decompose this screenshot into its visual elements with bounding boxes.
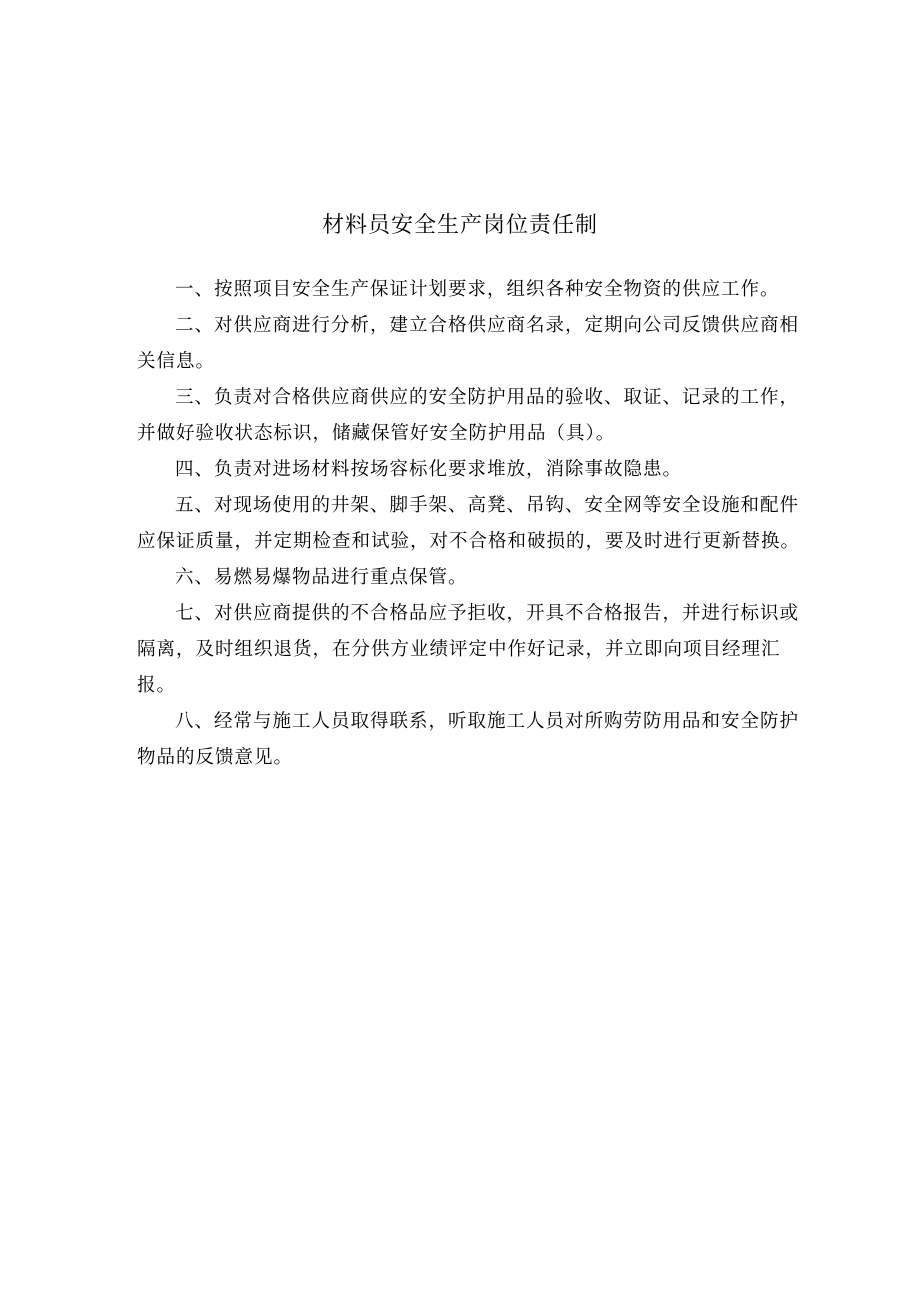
paragraph-1: 一、按照项目安全生产保证计划要求，组织各种安全物资的供应工作。 [175,279,780,300]
paragraph-6: 六、易燃易爆物品进行重点保管。 [175,567,468,588]
paragraph-4: 四、负责对进场材料按场容标化要求堆放，消除事故隐患。 [175,459,683,480]
paragraph-7: 七、对供应商提供的不合格品应予拒收，开具不合格报告，并进行标识或隔离，及时组织退货，在分供方业绩评定中作好记录，并立即向项目经理汇报。 [137,603,800,696]
paragraph-3: 三、负责对合格供应商供应的安全防护用品的验收、取证、记录的工作，并做好验收状态标识，储藏保管好安全防护用品（具）。 [137,387,800,444]
paragraph-2: 二、对供应商进行分析，建立合格供应商名录，定期向公司反馈供应商相关信息。 [137,315,800,372]
document-body [137,272,809,776]
paragraph-5: 五、对现场使用的井架、脚手架、高凳、吊钩、安全网等安全设施和配件应保证质量，并定期检查和试验，对不合格和破损的，要及时进行更新替换。 [137,495,801,552]
document-title: 材料员安全生产岗位责任制 [321,213,598,238]
paragraph-8: 八、经常与施工人员取得联系，听取施工人员对所购劳防用品和安全防护物品的反馈意见。 [137,711,800,768]
